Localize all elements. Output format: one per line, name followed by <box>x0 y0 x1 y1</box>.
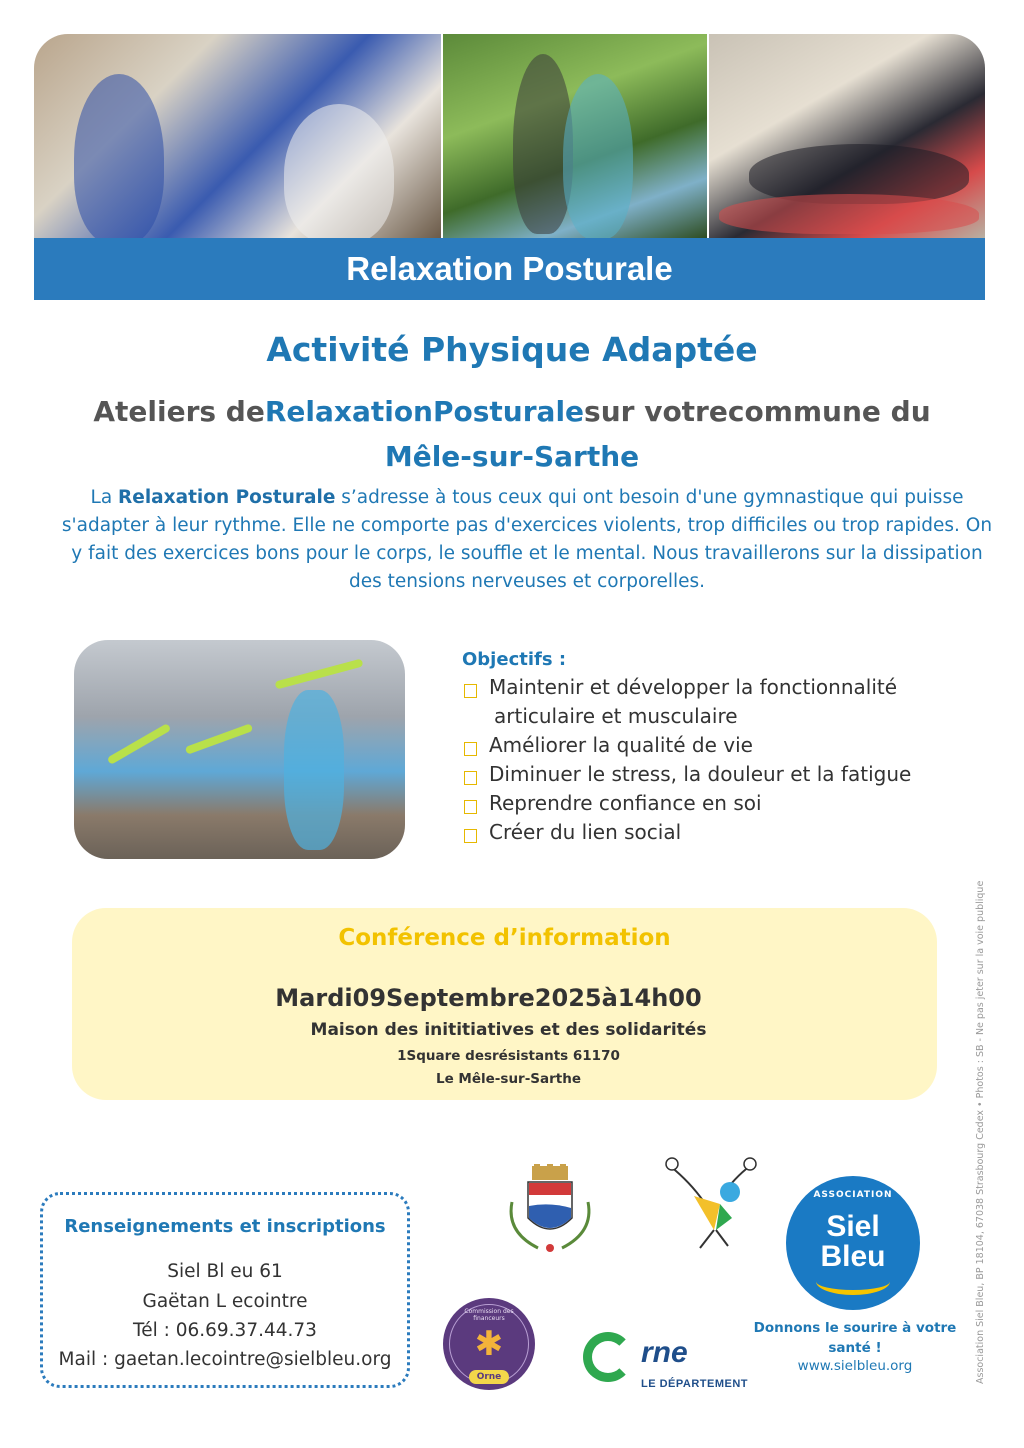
workshop-heading-post: sur votrecommune du <box>584 395 931 428</box>
orne-department-logo <box>583 1330 753 1404</box>
contact-title: Renseignements et inscriptions <box>64 1216 386 1237</box>
objective-text-line2: articulaire et musculaire <box>494 704 738 728</box>
smile-icon <box>816 1268 890 1295</box>
objective-text: Améliorer la qualité de vie <box>489 733 753 757</box>
contact-name: Gaëtan L ecointre <box>142 1291 308 1312</box>
checkbox-icon <box>464 684 477 698</box>
orne-o-icon <box>583 1332 633 1382</box>
objective-text: Maintenir et développer la fonctionnalité <box>489 675 898 699</box>
siel-bleu-logo <box>786 1176 920 1310</box>
photo-seniors-exercise <box>34 34 441 238</box>
list-item <box>462 673 982 731</box>
kid-mascot-logo <box>660 1152 760 1252</box>
banner-title: Relaxation Posturale <box>34 238 985 300</box>
header-banner <box>34 34 985 300</box>
checkbox-icon <box>464 829 477 843</box>
commission-financeurs-logo <box>443 1298 535 1390</box>
objectives-list <box>462 673 982 847</box>
town-crest-logo <box>498 1162 602 1254</box>
siel-slogan: Donnons le sourire à votre santé ! <box>753 1320 957 1356</box>
conference-city: Le Mêle-sur-Sarthe <box>435 1071 582 1087</box>
conference-place: Maison des inititiatives et des solidarités <box>310 1020 707 1040</box>
conference-address: 1Square desrésistants 61170 <box>397 1048 620 1064</box>
conference-title: Conférence d’information <box>338 925 671 951</box>
objectives-title: Objectifs : <box>462 649 567 670</box>
conference-date: Mardi09Septembre2025à14h00 <box>275 984 702 1012</box>
workshop-heading-name: RelaxationPosturale <box>264 395 585 428</box>
siel-name-2: Bleu <box>820 1240 886 1273</box>
contact-mail[interactable]: Mail : gaetan.lecointre@sielbleu.org <box>58 1349 392 1370</box>
workshop-heading-pre: Ateliers de <box>93 395 265 428</box>
list-item <box>462 760 982 789</box>
objective-text: Reprendre confiance en soi <box>489 791 762 815</box>
objective-text: Créer du lien social <box>489 820 682 844</box>
checkbox-icon <box>464 800 477 814</box>
list-item <box>462 789 982 818</box>
intro-pre: La <box>90 487 119 508</box>
orne-word: rne <box>641 1336 688 1369</box>
cf-orne-label: Orne <box>469 1370 509 1384</box>
siel-name <box>786 1212 920 1272</box>
list-item <box>462 731 982 760</box>
photo-floor-exercise <box>709 34 985 238</box>
photo-nordic-walking <box>443 34 707 238</box>
cf-title: Commission des financeurs <box>464 1308 514 1322</box>
siel-association-text: ASSOCIATION <box>813 1190 893 1200</box>
intro-text: s’adresse à tous ceux qui ont besoin d'une gymnastique qui puisse s'adapter à leur rythme. Elle ne comporte pas d'exercices violents, trop difficiles ou trop rapides. On y fait des exercices bons pour le corps, le souffle et le mental. Nous travaillerons sur la dissipation des tensions nerveuses et corporelles. <box>61 487 993 592</box>
workshop-heading <box>0 395 1024 428</box>
orne-department-label: LE DÉPARTEMENT <box>641 1378 749 1390</box>
siel-name-1: Siel <box>826 1210 880 1243</box>
objective-text: Diminuer le stress, la douleur et la fatigue <box>489 762 912 786</box>
contact-phone[interactable]: Tél : 06.69.37.44.73 <box>133 1320 317 1341</box>
checkbox-icon <box>464 771 477 785</box>
intro-paragraph <box>54 484 1000 596</box>
commune-name: Mêle-sur-Sarthe <box>384 440 640 473</box>
activity-heading: Activité Physique Adaptée <box>266 330 758 369</box>
intro-bold: Relaxation Posturale <box>118 487 336 508</box>
siel-url[interactable]: www.sielbleu.org <box>797 1358 913 1374</box>
list-item <box>462 818 982 847</box>
checkbox-icon <box>464 742 477 756</box>
contact-org: Siel Bl eu 61 <box>167 1261 283 1282</box>
side-legal-text: Association Siel Bleu, BP 18104, 67038 Strasbourg Cedex • Photos : SB - Ne pas jeter sur la voie publique <box>975 880 986 1384</box>
photo-gym-class <box>74 640 405 859</box>
people-circle-icon: ✱ <box>474 1324 504 1364</box>
